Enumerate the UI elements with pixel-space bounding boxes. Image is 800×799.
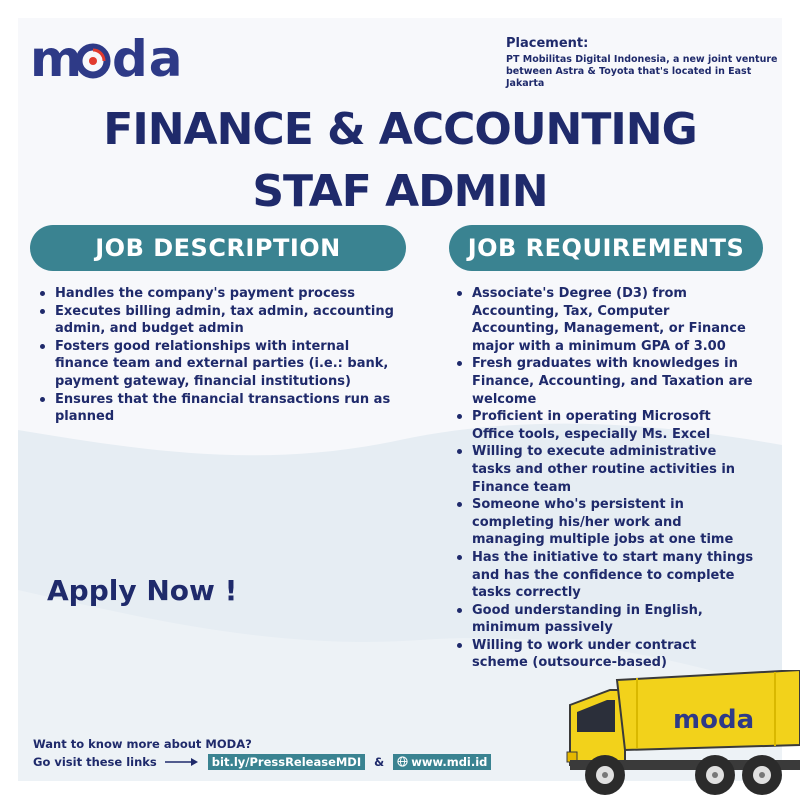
list-item: Handles the company's payment process <box>38 285 398 303</box>
dump-truck-illustration <box>565 670 800 799</box>
placement-line-1: PT Mobilitas Digital Indonesia, a new joint venture <box>506 54 778 65</box>
list-item: Associate's Degree (D3) from Accounting, Tax, Computer Accounting, Management, or Finance major with a minimum GPA of 3.00 <box>455 285 755 355</box>
list-item: Executes billing admin, tax admin, accounting admin, and budget admin <box>38 303 398 338</box>
placement-line-2: between Astra & Toyota that's located in East Jakarta <box>506 66 752 89</box>
footer-question: Want to know more about MODA? <box>33 737 252 751</box>
website-link-text: www.mdi.id <box>411 755 488 769</box>
list-item: Has the initiative to start many things and has the confidence to complete tasks correctly <box>455 549 755 602</box>
list-item: Proficient in operating Microsoft Office tools, especially Ms. Excel <box>455 408 755 443</box>
list-item: Fresh graduates with knowledges in Finance, Accounting, and Taxation are welcome <box>455 355 755 408</box>
wheel <box>695 755 735 795</box>
placement-title: Placement: <box>506 36 589 51</box>
truck-brand-text: moda <box>673 705 755 735</box>
list-item: Willing to execute administrative tasks and other routine activities in Finance team <box>455 443 755 496</box>
website-link[interactable] <box>393 754 491 770</box>
svg-text:da: da <box>112 30 184 88</box>
globe-icon <box>397 756 408 767</box>
job-description-list <box>38 285 398 426</box>
job-requirements-heading: JOB REQUIREMENTS <box>449 225 763 271</box>
job-title-line-1: FINANCE & ACCOUNTING <box>103 104 697 155</box>
footer-visit-text: Go visit these links <box>33 754 157 769</box>
list-item: Willing to work under contract scheme (outsource-based) <box>455 637 755 672</box>
job-title-line-2: STAF ADMIN <box>252 166 548 217</box>
footer-ampersand: & <box>374 754 385 769</box>
list-item: Fosters good relationships with internal finance team and external parties (i.e.: bank, payment gateway, financial institutions) <box>38 338 398 391</box>
wheel <box>585 755 625 795</box>
job-description-heading: JOB DESCRIPTION <box>30 225 406 271</box>
footer-links <box>33 753 491 769</box>
svg-text:m: m <box>30 30 84 88</box>
list-item: Good understanding in English, minimum passively <box>455 602 755 637</box>
press-release-link[interactable]: bit.ly/PressReleaseMDI <box>208 754 365 770</box>
job-requirements-list <box>455 285 755 672</box>
moda-logo <box>30 30 195 90</box>
list-item: Someone who's persistent in completing his/her work and managing multiple jobs at one time <box>455 496 755 549</box>
placement-info <box>506 36 786 90</box>
moda-logo-graphic <box>30 30 195 90</box>
apply-now-text: Apply Now ! <box>47 574 238 607</box>
arrow-right-icon <box>165 757 199 767</box>
wheel <box>742 755 782 795</box>
list-item: Ensures that the financial transactions run as planned <box>38 391 398 426</box>
